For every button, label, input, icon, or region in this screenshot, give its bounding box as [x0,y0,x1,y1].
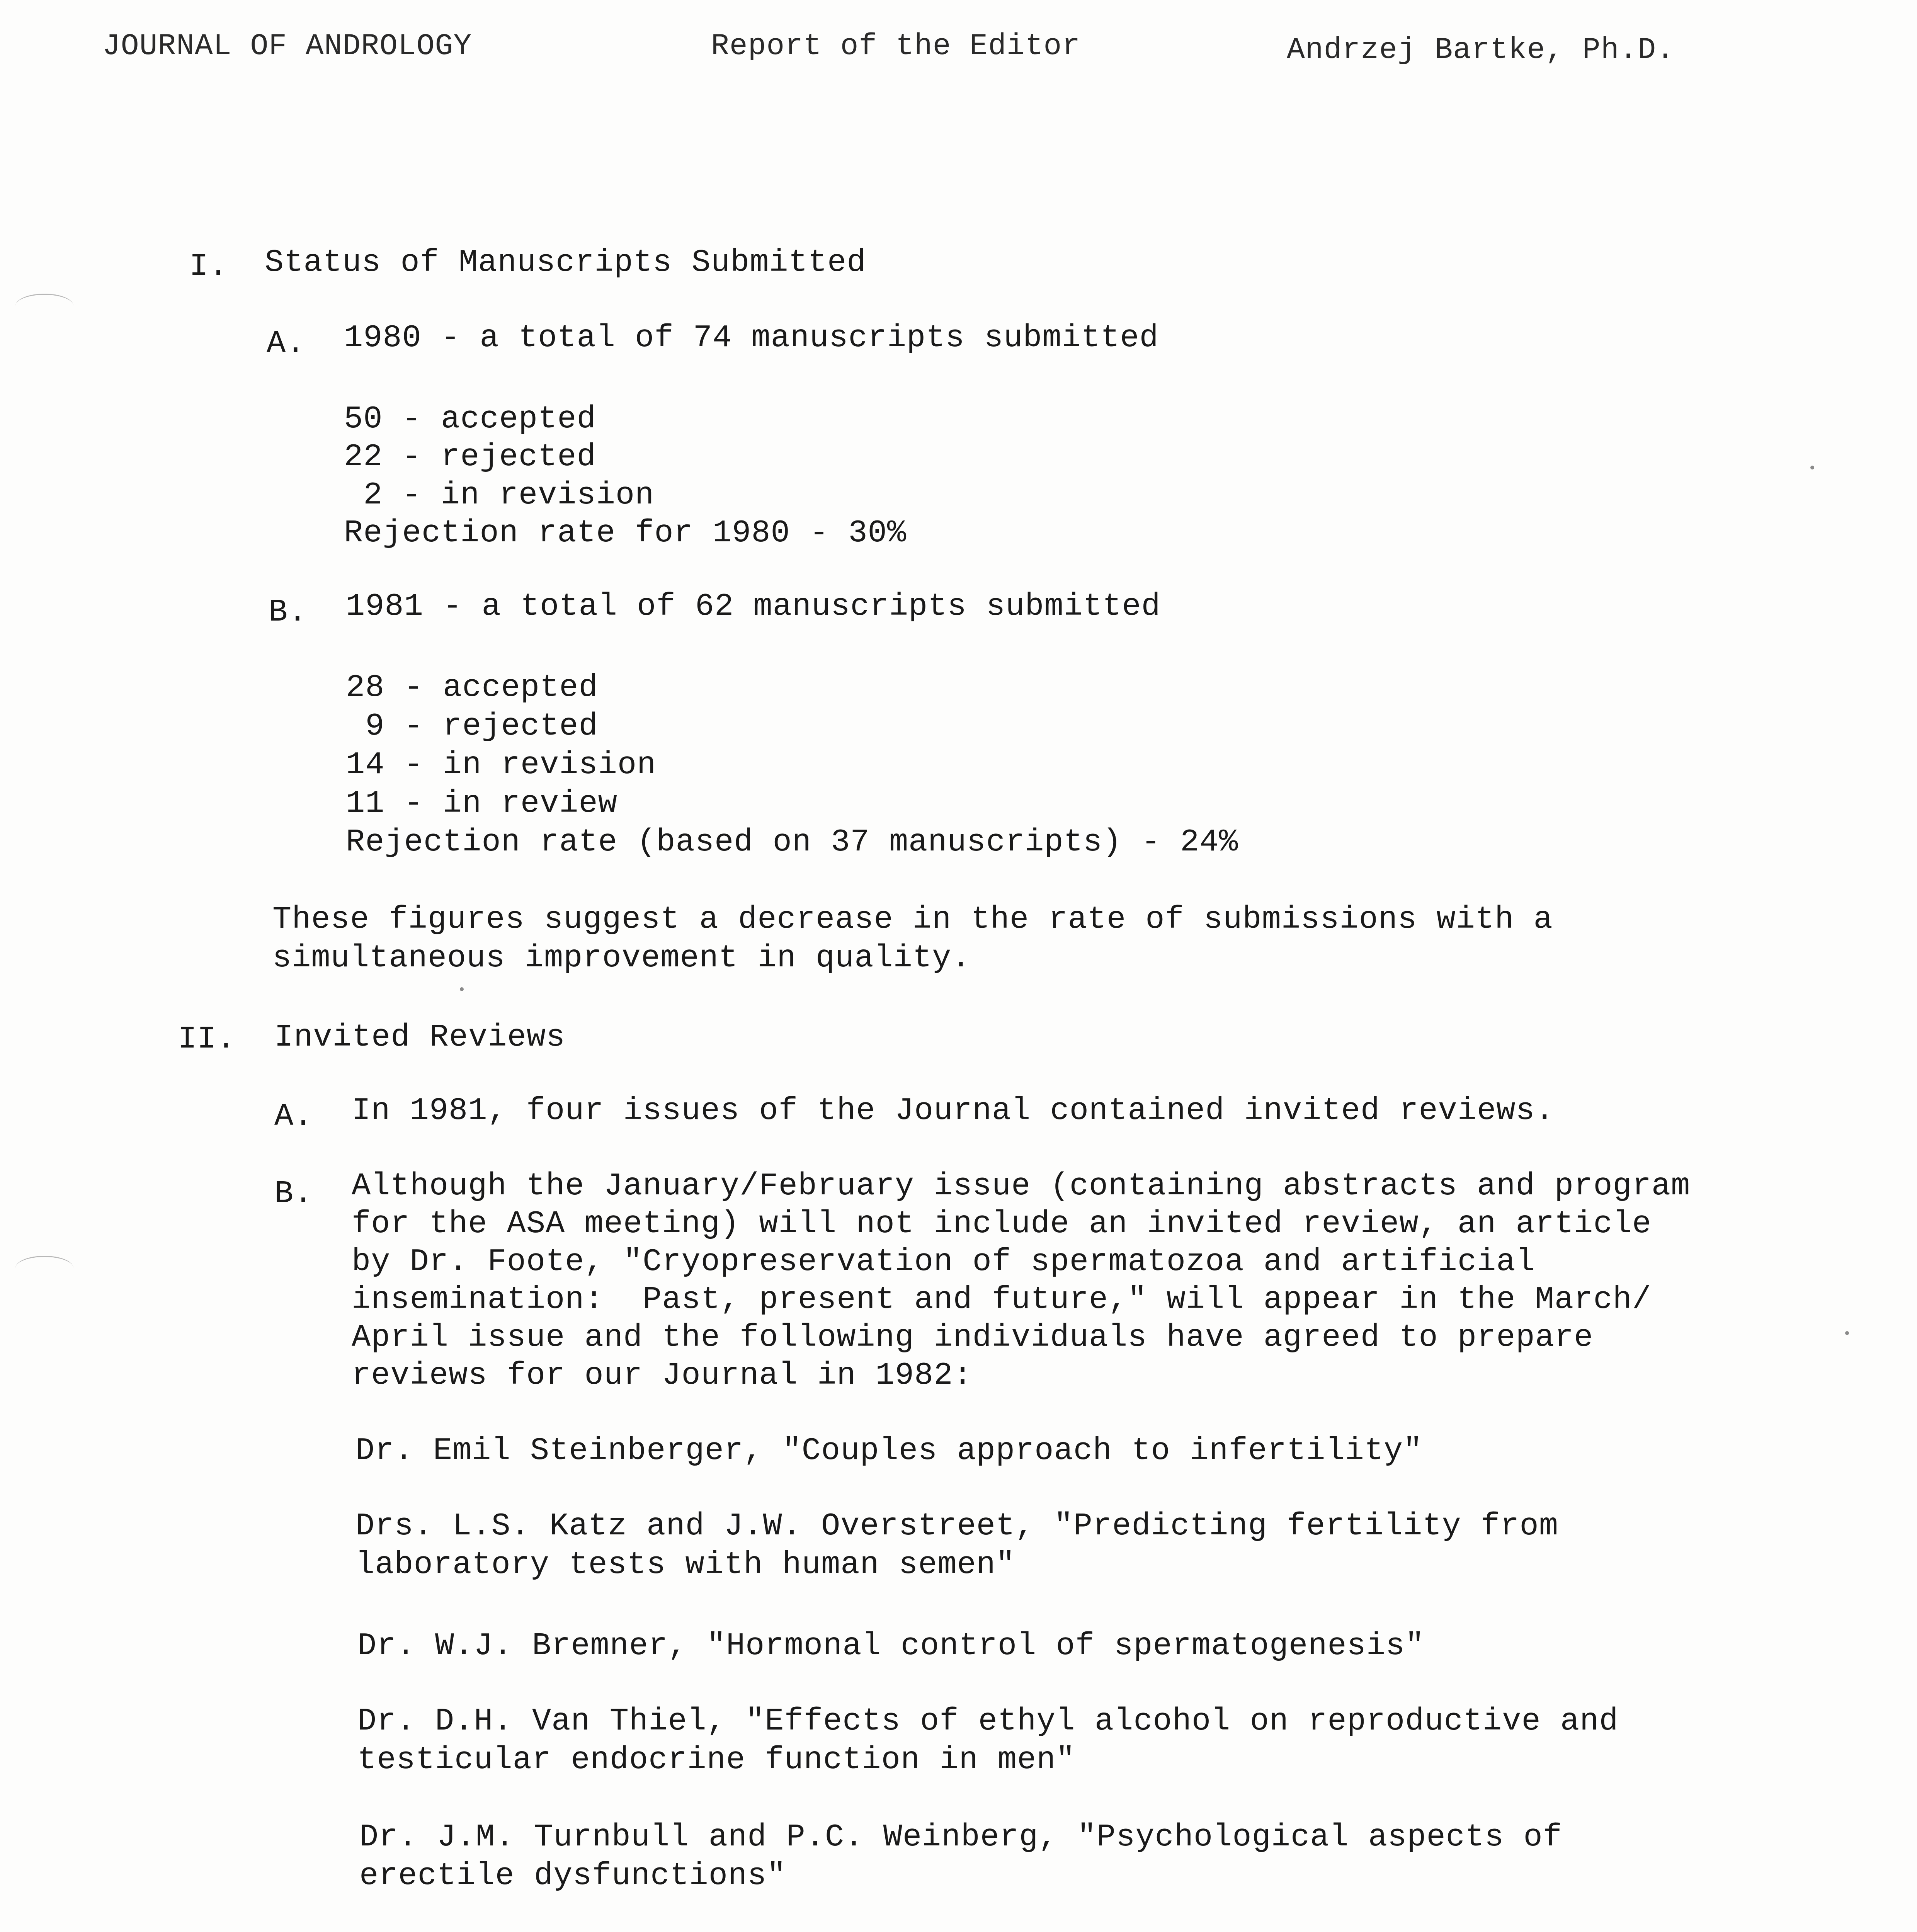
stat-1981-in-revision: 14 - in revision [346,747,657,783]
stat-1980-in-revision: 2 - in revision [344,477,655,513]
section-2a-text: In 1981, four issues of the Journal contained invited reviews. [352,1093,1555,1129]
section-1b-letter: B. [269,594,308,630]
stat-1980-accepted: 50 - accepted [344,401,596,437]
section-2b-letter: B. [274,1176,313,1212]
scan-speck [1845,1331,1849,1335]
review-katz-overstreet-line-1: Drs. L.S. Katz and J.W. Overstreet, "Predicting fertility from [356,1508,1558,1544]
section-2b-line-3: by Dr. Foote, "Cryopreservation of spermatozoa and artificial [352,1244,1535,1280]
review-steinberger: Dr. Emil Steinberger, "Couples approach to infertility" [356,1433,1423,1469]
section-1a-letter: A. [267,326,306,362]
scan-speck [460,987,464,991]
section-2b-line-2: for the ASA meeting) will not include an invited review, an article [352,1206,1652,1242]
header-report-title: Report of the Editor [711,29,1081,63]
stat-1981-accepted: 28 - accepted [346,670,598,706]
section-1-title: Status of Manuscripts Submitted [265,245,866,281]
section-2b-line-1: Although the January/February issue (containing abstracts and program [352,1168,1691,1204]
header-journal-title: JOURNAL OF ANDROLOGY [102,29,472,63]
review-turnbull-weinberg-line-2: erectile dysfunctions" [359,1858,786,1894]
review-van-thiel-line-2: testicular endocrine function in men" [357,1742,1075,1778]
section-1a-heading: 1980 - a total of 74 manuscripts submitted [344,320,1159,356]
section-2-numeral: II. [178,1021,236,1057]
review-turnbull-weinberg-line-1: Dr. J.M. Turnbull and P.C. Weinberg, "Psychological aspects of [359,1819,1562,1855]
section-1-numeral: I. [189,248,228,284]
header-author: Andrzej Bartke, Ph.D. [1287,33,1675,67]
binder-hole-mark [15,1256,73,1280]
summary-line-2: simultaneous improvement in quality. [272,940,971,976]
review-katz-overstreet-line-2: laboratory tests with human semen" [356,1547,1015,1583]
section-2b-line-6: reviews for our Journal in 1982: [352,1357,973,1393]
stat-1981-rejected: 9 - rejected [346,708,598,744]
review-bremner: Dr. W.J. Bremner, "Hormonal control of spermatogenesis" [357,1628,1425,1664]
section-2b-line-5: April issue and the following individuals have agreed to prepare [352,1320,1594,1355]
stat-1980-rejected: 22 - rejected [344,439,596,475]
section-1b-heading: 1981 - a total of 62 manuscripts submitted [346,588,1161,624]
stat-1981-rejection-rate: Rejection rate (based on 37 manuscripts) - 24% [346,824,1238,860]
section-2b-line-4: insemination: Past, present and future," will appear in the March/ [352,1282,1652,1318]
section-2a-letter: A. [274,1099,313,1134]
section-2-title: Invited Reviews [274,1019,566,1055]
stat-1981-in-review: 11 - in review [346,786,617,821]
scan-speck [1810,466,1814,469]
review-van-thiel-line-1: Dr. D.H. Van Thiel, "Effects of ethyl alcohol on reproductive and [357,1703,1619,1739]
binder-hole-mark [15,294,73,318]
summary-line-1: These figures suggest a decrease in the rate of submissions with a [272,901,1553,937]
stat-1980-rejection-rate: Rejection rate for 1980 - 30% [344,515,907,551]
